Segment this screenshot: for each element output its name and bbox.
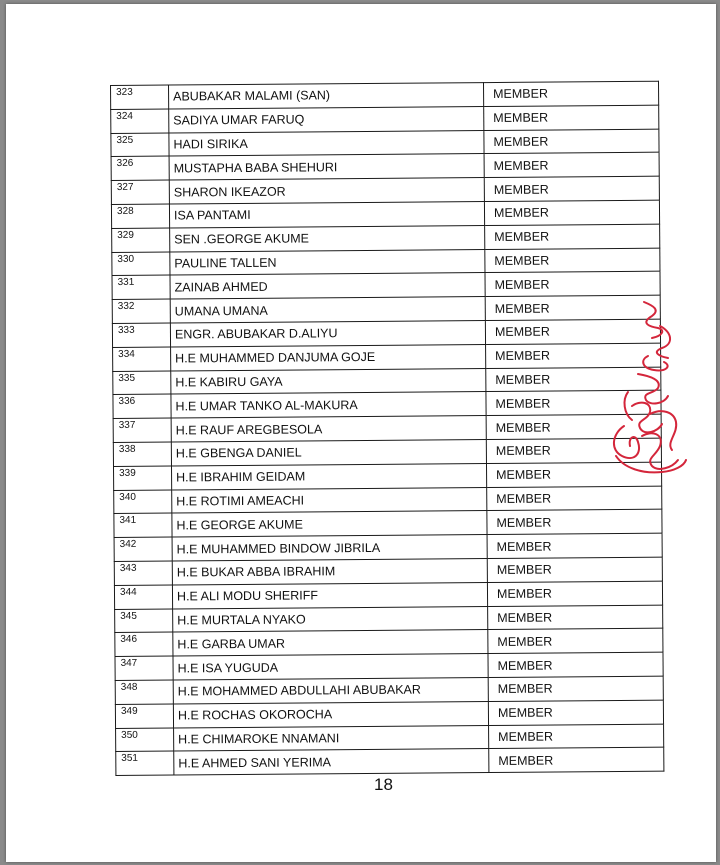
serial-number-cell: 327: [111, 180, 169, 204]
member-name-cell: H.E MUHAMMED DANJUMA GOJE: [171, 344, 486, 370]
member-role-cell: MEMBER: [483, 81, 658, 106]
member-role-cell: MEMBER: [488, 605, 663, 630]
serial-number-cell: 351: [116, 751, 174, 775]
serial-number-cell: 346: [115, 632, 173, 656]
member-name-cell: H.E RAUF AREGBESOLA: [171, 416, 486, 442]
member-role-cell: MEMBER: [488, 629, 663, 654]
member-name-cell: H.E BUKAR ABBA IBRAHIM: [172, 558, 487, 584]
member-role-cell: MEMBER: [488, 700, 663, 725]
member-name-cell: PAULINE TALLEN: [170, 249, 485, 275]
serial-number-cell: 334: [113, 347, 171, 371]
member-role-cell: MEMBER: [484, 200, 659, 225]
member-name-cell: H.E ISA YUGUDA: [173, 654, 488, 680]
member-name-cell: H.E ROTIMI AMEACHI: [172, 487, 487, 513]
member-role-cell: MEMBER: [484, 176, 659, 201]
serial-number-cell: 330: [112, 252, 170, 276]
member-role-cell: MEMBER: [486, 367, 661, 392]
member-role-cell: MEMBER: [484, 105, 659, 130]
serial-number-cell: 324: [111, 109, 169, 133]
member-role-cell: MEMBER: [488, 652, 663, 677]
member-role-cell: MEMBER: [485, 295, 660, 320]
serial-number-cell: 343: [114, 561, 172, 585]
member-name-cell: H.E MUHAMMED BINDOW JIBRILA: [172, 535, 487, 561]
serial-number-cell: 325: [111, 133, 169, 157]
member-role-cell: MEMBER: [487, 486, 662, 511]
serial-number-cell: 347: [115, 656, 173, 680]
member-name-cell: H.E AHMED SANI YERIMA: [174, 749, 489, 775]
member-role-cell: MEMBER: [484, 129, 659, 154]
member-role-cell: MEMBER: [486, 462, 661, 487]
member-name-cell: HADI SIRIKA: [169, 130, 484, 156]
member-name-cell: H.E ROCHAS OKOROCHA: [173, 701, 488, 727]
member-list-table: [110, 81, 664, 776]
member-name-cell: H.E UMAR TANKO AL-MAKURA: [171, 392, 486, 418]
member-role-cell: MEMBER: [485, 248, 660, 273]
member-role-cell: MEMBER: [487, 581, 662, 606]
serial-number-cell: 345: [115, 609, 173, 633]
member-role-cell: MEMBER: [486, 343, 661, 368]
member-role-cell: MEMBER: [486, 414, 661, 439]
member-name-cell: ABUBAKAR MALAMI (SAN): [169, 83, 484, 109]
serial-number-cell: 323: [111, 85, 169, 109]
member-role-cell: MEMBER: [485, 224, 660, 249]
member-role-cell: MEMBER: [487, 510, 662, 535]
serial-number-cell: 332: [112, 299, 170, 323]
member-role-cell: MEMBER: [486, 391, 661, 416]
member-role-cell: MEMBER: [489, 724, 664, 749]
member-name-cell: H.E GARBA UMAR: [173, 630, 488, 656]
serial-number-cell: 350: [116, 728, 174, 752]
member-name-cell: H.E ALI MODU SHERIFF: [172, 582, 487, 608]
serial-number-cell: 336: [113, 394, 171, 418]
serial-number-cell: 339: [113, 466, 171, 490]
member-name-cell: H.E GEORGE AKUME: [172, 511, 487, 537]
page-number: 18: [374, 775, 393, 794]
member-name-cell: H.E GBENGA DANIEL: [171, 440, 486, 466]
serial-number-cell: 328: [111, 204, 169, 228]
serial-number-cell: 348: [115, 680, 173, 704]
serial-number-cell: 340: [114, 490, 172, 514]
member-role-cell: MEMBER: [484, 153, 659, 178]
handwritten-signature-icon: [602, 296, 692, 486]
serial-number-cell: 335: [113, 371, 171, 395]
member-role-cell: MEMBER: [486, 438, 661, 463]
serial-number-cell: 329: [112, 228, 170, 252]
member-name-cell: SHARON IKEAZOR: [169, 178, 484, 204]
member-role-cell: MEMBER: [488, 676, 663, 701]
table-row: [116, 747, 664, 775]
member-name-cell: ISA PANTAMI: [169, 202, 484, 228]
member-name-cell: H.E IBRAHIM GEIDAM: [171, 463, 486, 489]
member-name-cell: H.E MURTALA NYAKO: [173, 606, 488, 632]
serial-number-cell: 331: [112, 275, 170, 299]
member-name-cell: ENGR. ABUBAKAR D.ALIYU: [170, 321, 485, 347]
member-list-body: [111, 81, 664, 775]
member-role-cell: MEMBER: [485, 272, 660, 297]
member-role-cell: MEMBER: [487, 557, 662, 582]
serial-number-cell: 326: [111, 156, 169, 180]
member-name-cell: H.E CHIMAROKE NNAMANI: [174, 725, 489, 751]
member-name-cell: SADIYA UMAR FARUQ: [169, 106, 484, 132]
serial-number-cell: 333: [112, 323, 170, 347]
member-role-cell: MEMBER: [487, 533, 662, 558]
serial-number-cell: 341: [114, 513, 172, 537]
member-role-cell: MEMBER: [489, 747, 664, 772]
serial-number-cell: 338: [113, 442, 171, 466]
document-page: [6, 4, 716, 862]
serial-number-cell: 342: [114, 537, 172, 561]
serial-number-cell: 337: [113, 418, 171, 442]
member-name-cell: ZAINAB AHMED: [170, 273, 485, 299]
member-name-cell: MUSTAPHA BABA SHEHURI: [169, 154, 484, 180]
serial-number-cell: 344: [114, 585, 172, 609]
member-name-cell: H.E KABIRU GAYA: [171, 368, 486, 394]
member-name-cell: H.E MOHAMMED ABDULLAHI ABUBAKAR: [173, 677, 488, 703]
member-role-cell: MEMBER: [485, 319, 660, 344]
member-name-cell: SEN .GEORGE AKUME: [170, 225, 485, 251]
serial-number-cell: 349: [115, 704, 173, 728]
member-name-cell: UMANA UMANA: [170, 297, 485, 323]
